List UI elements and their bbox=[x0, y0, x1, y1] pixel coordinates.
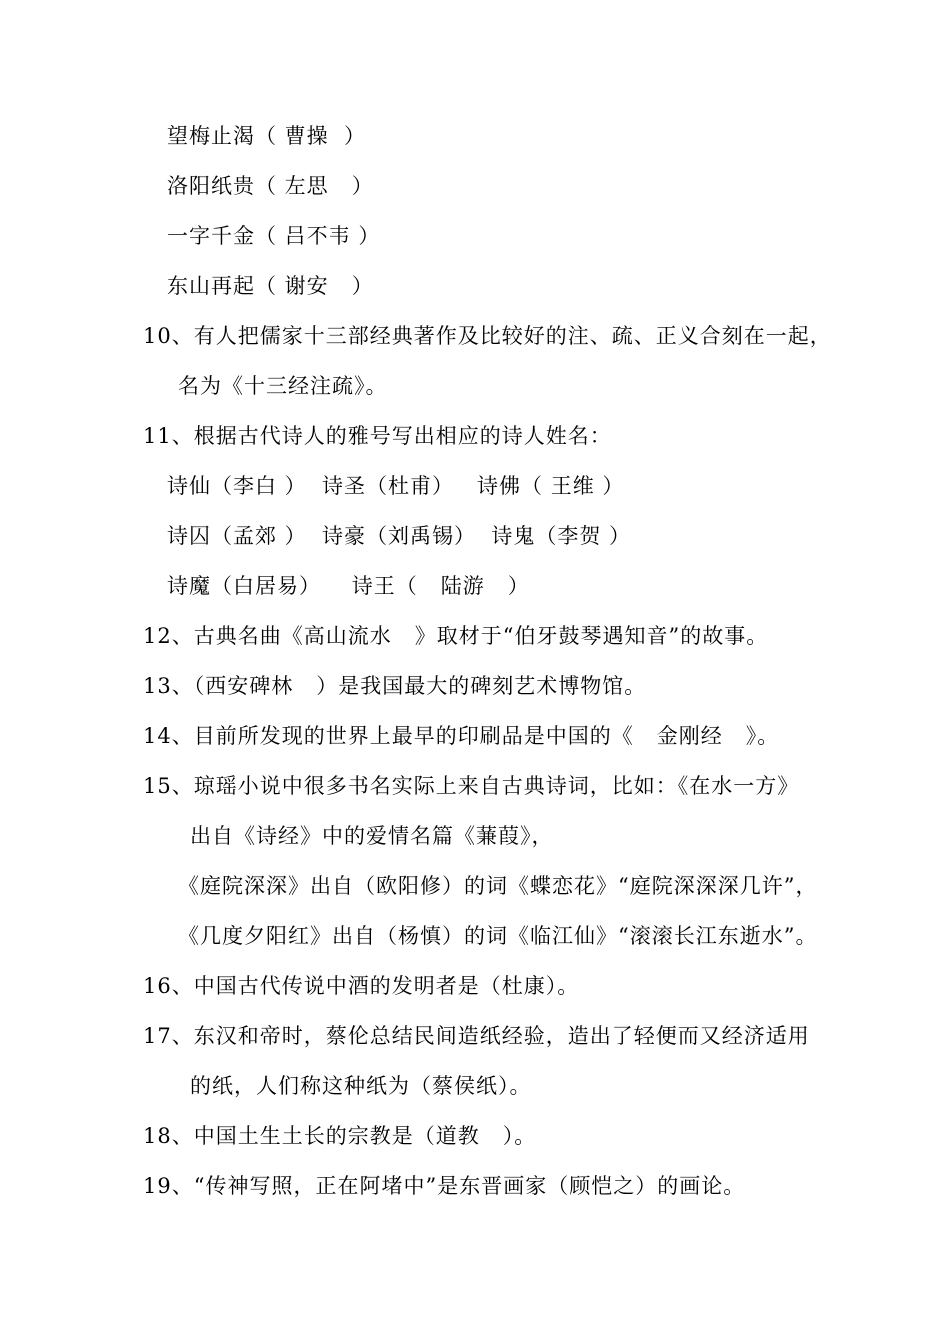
question-19: 19、“传神写照，正在阿堵中”是东晋画家（顾恺之）的画论。 bbox=[143, 1174, 746, 1198]
question-14: 14、目前所发现的世界上最早的印刷品是中国的《 金刚经 》。 bbox=[143, 724, 780, 748]
question-11: 11、根据古代诗人的雅号写出相应的诗人姓名： bbox=[143, 424, 612, 448]
question-15: 15、琼瑶小说中很多书名实际上来自古典诗词，比如：《在水一方》 bbox=[143, 774, 800, 798]
question-10: 10、有人把儒家十三部经典著作及比较好的注、疏、正义合刻在一起， bbox=[143, 324, 832, 348]
idiom-line: 洛阳纸贵（ 左思 ） bbox=[167, 174, 374, 198]
question-16: 16、中国古代传说中酒的发明者是（杜康）。 bbox=[143, 974, 580, 998]
idiom-line: 一字千金（ 吕不韦 ） bbox=[167, 224, 381, 248]
question-15-continuation: 《几度夕阳红》出自（杨慎）的词《临江仙》“滚滚长江东逝水”。 bbox=[178, 924, 818, 948]
idiom-line: 望梅止渴（ 曹操 ） bbox=[167, 124, 367, 148]
question-17: 17、东汉和帝时，蔡伦总结民间造纸经验，造出了轻便而又经济适用 bbox=[143, 1024, 810, 1048]
question-15-continuation: 《庭院深深》出自（欧阳修）的词《蝶恋花》“庭院深深深几许”， bbox=[178, 874, 818, 898]
poet-nicknames-row: 诗魔（白居易） 诗王（ 陆游 ） bbox=[167, 574, 530, 598]
poet-nicknames-row: 诗囚（孟郊 ） 诗豪（刘禹锡） 诗鬼（李贺 ） bbox=[167, 524, 632, 548]
idiom-line: 东山再起（ 谢安 ） bbox=[167, 274, 374, 298]
question-18: 18、中国土生土长的宗教是（道教 ）。 bbox=[143, 1124, 537, 1148]
question-10-continuation: 名为《十三经注疏》。 bbox=[178, 374, 388, 398]
question-17-continuation: 的纸，人们称这种纸为（蔡侯纸）。 bbox=[190, 1074, 532, 1098]
question-13: 13、（西安碑林 ）是我国最大的碑刻艺术博物馆。 bbox=[143, 674, 647, 698]
question-12: 12、古典名曲《高山流水 》取材于“伯牙鼓琴遇知音”的故事。 bbox=[143, 624, 769, 648]
question-15-continuation: 出自《诗经》中的爱情名篇《蒹葭》， bbox=[190, 824, 554, 848]
poet-nicknames-row: 诗仙（李白 ） 诗圣（杜甫） 诗佛（ 王维 ） bbox=[167, 474, 625, 498]
